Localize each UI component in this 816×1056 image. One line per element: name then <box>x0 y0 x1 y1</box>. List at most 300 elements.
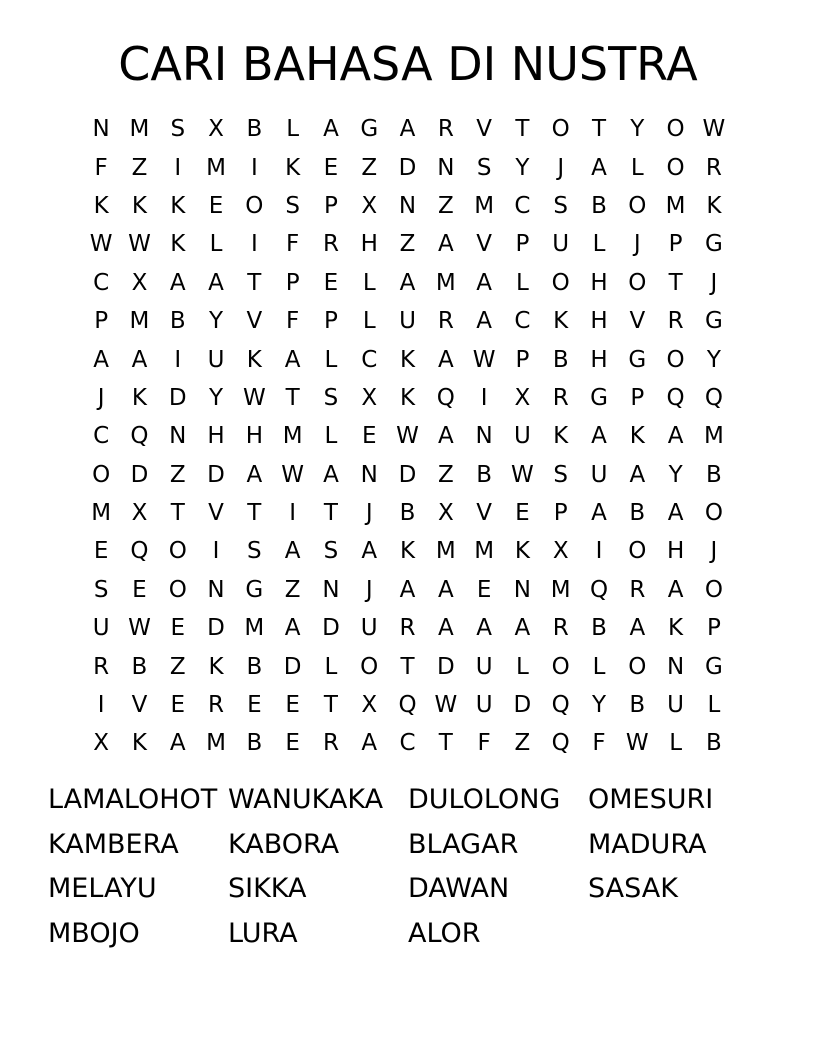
grid-letter: B <box>246 653 263 680</box>
grid-letter: K <box>246 346 262 373</box>
grid-letter: D <box>130 461 149 488</box>
grid-letter: X <box>514 384 531 411</box>
grid-letter: R <box>552 384 569 411</box>
grid-letter: B <box>629 500 646 527</box>
grid-letter: G <box>360 116 379 143</box>
grid-letter: I <box>212 538 220 565</box>
grid-letter: O <box>92 461 111 488</box>
grid-letter: D <box>207 615 225 642</box>
grid-letter: A <box>514 615 531 642</box>
grid-letter: P <box>515 346 530 373</box>
grid-letter: P <box>285 269 300 296</box>
word-list-item: BLAGAR <box>408 828 519 860</box>
grid-letter: F <box>94 154 108 181</box>
grid-letter: Z <box>169 653 186 680</box>
grid-letter: A <box>667 576 684 603</box>
grid-letter: V <box>208 500 224 527</box>
grid-letter: K <box>399 538 416 565</box>
grid-row <box>82 302 733 340</box>
grid-letter: W <box>128 231 151 258</box>
grid-letter: J <box>365 576 373 603</box>
grid-letter: J <box>710 538 718 565</box>
grid-letter: K <box>170 192 186 219</box>
grid-letter: M <box>435 538 456 565</box>
grid-letter: T <box>247 269 262 296</box>
grid-letter: A <box>476 308 492 335</box>
grid-letter: R <box>93 653 110 680</box>
grid-letter: E <box>93 538 109 565</box>
grid-letter: Q <box>130 538 149 565</box>
grid-letter: A <box>437 423 454 450</box>
grid-letter: R <box>437 116 454 143</box>
grid-letter: A <box>93 346 110 373</box>
page-title: CARI BAHASA DI NUSTRA <box>118 37 698 91</box>
grid-letter: B <box>246 730 263 757</box>
grid-letter: K <box>553 423 569 450</box>
word-list-item: SASAK <box>588 873 678 904</box>
grid-letter: M <box>206 730 226 757</box>
grid-letter: H <box>590 269 608 296</box>
grid-letter: O <box>666 116 685 143</box>
grid-letter: D <box>207 461 225 488</box>
grid-letter: T <box>515 116 530 143</box>
grid-letter: K <box>285 154 301 181</box>
grid-letter: K <box>706 192 722 219</box>
grid-letter: D <box>436 653 455 680</box>
grid-letter: U <box>475 653 493 680</box>
grid-letter: E <box>170 615 186 642</box>
grid-row <box>82 686 733 724</box>
grid-letter: A <box>667 423 684 450</box>
word-list-item: LURA <box>228 917 298 949</box>
grid-letter: X <box>93 730 110 757</box>
word-list-item: MELAYU <box>48 873 157 904</box>
grid-letter: Y <box>209 384 224 411</box>
grid-letter: K <box>514 538 530 565</box>
grid-letter: K <box>131 384 147 411</box>
grid-letter: L <box>286 116 300 143</box>
grid-letter: O <box>245 192 264 219</box>
grid-letter: Y <box>668 461 683 488</box>
grid-letter: B <box>246 116 263 143</box>
grid-letter: T <box>668 269 683 296</box>
grid-letter: I <box>174 154 182 181</box>
grid-letter: E <box>476 576 492 603</box>
grid-letter: A <box>591 154 607 181</box>
word-list <box>48 778 788 956</box>
grid-letter: X <box>437 500 454 527</box>
grid-letter: J <box>633 231 641 258</box>
grid-letter: H <box>207 423 225 450</box>
grid-letter: W <box>128 615 151 642</box>
grid-letter: A <box>476 269 492 296</box>
grid-letter: A <box>323 461 339 488</box>
grid-letter: K <box>399 384 416 411</box>
grid-letter: J <box>710 269 718 296</box>
grid-letter: X <box>208 116 224 143</box>
grid-letter: U <box>513 423 531 450</box>
grid-letter: E <box>323 154 339 181</box>
grid-letter: C <box>514 192 531 219</box>
grid-letter: L <box>209 231 223 258</box>
grid-letter: M <box>474 192 495 219</box>
grid-letter: M <box>550 576 571 603</box>
grid-letter: X <box>361 692 378 719</box>
grid-letter: O <box>551 116 570 143</box>
word-list-item: SIKKA <box>228 873 307 904</box>
grid-letter: R <box>322 730 339 757</box>
grid-letter: Z <box>361 154 378 181</box>
grid-letter: X <box>131 269 148 296</box>
grid-letter: A <box>437 615 454 642</box>
grid-letter: C <box>93 423 110 450</box>
grid-letter: D <box>283 653 302 680</box>
grid-letter: I <box>174 346 182 373</box>
grid-letter: P <box>668 231 683 258</box>
grid-letter: W <box>625 730 649 757</box>
grid-letter: M <box>703 423 724 450</box>
grid-row <box>82 532 733 570</box>
grid-letter: L <box>669 730 683 757</box>
grid-letter: K <box>553 308 569 335</box>
grid-letter: K <box>399 346 416 373</box>
grid-letter: A <box>323 116 339 143</box>
grid-letter: D <box>513 692 532 719</box>
grid-letter: D <box>398 154 417 181</box>
grid-letter: Z <box>284 576 301 603</box>
grid-letter: G <box>628 346 647 373</box>
grid-letter: L <box>362 308 376 335</box>
grid-letter: F <box>592 730 606 757</box>
grid-letter: G <box>704 308 723 335</box>
grid-letter: Q <box>398 692 417 719</box>
grid-letter: L <box>592 231 606 258</box>
grid-letter: H <box>590 346 608 373</box>
grid-letter: D <box>322 615 340 642</box>
grid-letter: T <box>400 653 415 680</box>
grid-letter: A <box>667 500 684 527</box>
grid-letter: U <box>667 692 685 719</box>
grid-letter: A <box>169 269 186 296</box>
grid-letter: C <box>93 269 110 296</box>
grid-letter: Y <box>209 308 224 335</box>
grid-letter: A <box>437 231 454 258</box>
grid-letter: V <box>131 692 148 719</box>
grid-row <box>82 187 733 225</box>
grid-row <box>82 340 733 378</box>
grid-letter: R <box>399 615 416 642</box>
word-list-item: DAWAN <box>408 873 510 904</box>
grid-letter: W <box>242 384 266 411</box>
grid-letter: S <box>170 116 186 143</box>
grid-letter: A <box>284 538 301 565</box>
grid-letter: T <box>591 116 607 143</box>
grid-letter: Q <box>666 384 685 411</box>
grid-letter: U <box>552 231 570 258</box>
grid-letter: L <box>592 653 606 680</box>
grid-letter: P <box>323 308 338 335</box>
grid-letter: M <box>129 308 150 335</box>
grid-letter: O <box>666 346 685 373</box>
grid-letter: W <box>472 346 496 373</box>
grid-letter: Q <box>551 692 570 719</box>
grid-letter: A <box>131 346 148 373</box>
grid-letter: W <box>511 461 534 488</box>
grid-letter: J <box>365 500 373 527</box>
grid-letter: A <box>399 576 416 603</box>
grid-letter: M <box>665 192 686 219</box>
grid-letter: O <box>551 653 570 680</box>
grid-letter: U <box>207 346 225 373</box>
grid-letter: D <box>168 384 187 411</box>
grid-letter: X <box>361 192 378 219</box>
grid-letter: E <box>132 576 147 603</box>
word-list-item: WANUKAKA <box>228 784 384 815</box>
grid-letter: P <box>630 384 645 411</box>
grid-letter: N <box>92 116 110 143</box>
word-list-item: LAMALOHOT <box>48 784 218 815</box>
grid-letter: N <box>322 576 340 603</box>
grid-letter: Y <box>630 116 645 143</box>
grid-row <box>82 148 733 186</box>
grid-letter: S <box>323 538 339 565</box>
grid-letter: A <box>437 346 454 373</box>
grid-letter: K <box>629 423 645 450</box>
grid-row <box>82 110 733 148</box>
grid-letter: A <box>284 615 301 642</box>
grid-letter: K <box>131 730 147 757</box>
grid-letter: K <box>93 192 109 219</box>
grid-letter: L <box>630 154 644 181</box>
grid-row <box>82 456 733 494</box>
grid-letter: I <box>289 500 297 527</box>
grid-letter: T <box>438 730 453 757</box>
grid-letter: N <box>513 576 532 603</box>
grid-letter: F <box>286 231 300 258</box>
grid-letter: M <box>129 116 150 143</box>
grid-letter: B <box>169 308 186 335</box>
grid-letter: R <box>322 231 339 258</box>
grid-letter: O <box>628 192 647 219</box>
grid-letter: U <box>92 615 110 642</box>
grid-letter: E <box>361 423 377 450</box>
grid-letter: Z <box>437 461 454 488</box>
grid-letter: L <box>516 269 529 296</box>
grid-letter: H <box>360 231 378 258</box>
grid-letter: U <box>399 308 416 335</box>
grid-letter: U <box>360 615 378 642</box>
grid-letter: R <box>705 154 722 181</box>
word-list-item: DULOLONG <box>408 784 561 815</box>
grid-letter: A <box>591 500 607 527</box>
grid-letter: H <box>245 423 263 450</box>
grid-letter: A <box>629 615 646 642</box>
grid-letter: Y <box>515 154 530 181</box>
grid-letter: Z <box>437 192 454 219</box>
grid-letter: O <box>628 653 647 680</box>
grid-letter: O <box>551 269 570 296</box>
grid-letter: R <box>667 308 684 335</box>
grid-letter: M <box>282 423 303 450</box>
grid-letter: L <box>324 423 338 450</box>
grid-letter: E <box>170 692 186 719</box>
grid-letter: B <box>552 346 569 373</box>
grid-letter: C <box>361 346 378 373</box>
grid-letter: K <box>131 192 147 219</box>
grid-letter: E <box>515 500 530 527</box>
grid-letter: O <box>628 538 647 565</box>
grid-letter: J <box>97 384 105 411</box>
grid-letter: E <box>323 269 339 296</box>
grid-row <box>82 609 733 647</box>
grid-letter: M <box>435 269 456 296</box>
grid-letter: F <box>286 308 300 335</box>
grid-letter: X <box>361 384 378 411</box>
grid-letter: I <box>250 231 258 258</box>
grid-row <box>82 225 733 263</box>
grid-letter: V <box>476 231 492 258</box>
grid-letter: T <box>170 500 185 527</box>
grid-letter: V <box>476 500 492 527</box>
grid-letter: X <box>552 538 569 565</box>
grid-letter: V <box>246 308 263 335</box>
grid-letter: Z <box>131 154 148 181</box>
grid-letter: W <box>702 116 726 143</box>
grid-letter: N <box>437 154 455 181</box>
grid-letter: N <box>475 423 493 450</box>
grid-letter: R <box>208 692 225 719</box>
grid-letter: Y <box>706 346 721 373</box>
grid-letter: E <box>285 730 300 757</box>
grid-row <box>82 647 733 685</box>
grid-letter: H <box>666 538 685 565</box>
grid-letter: A <box>629 461 646 488</box>
grid-row <box>82 417 733 455</box>
grid-letter: O <box>168 576 187 603</box>
word-list-item: OMESURI <box>588 784 714 815</box>
letter-grid <box>82 110 733 763</box>
grid-letter: G <box>704 653 723 680</box>
grid-letter: D <box>398 461 417 488</box>
grid-letter: T <box>323 692 338 719</box>
grid-letter: O <box>628 269 647 296</box>
word-list-item: KABORA <box>228 828 340 860</box>
grid-letter: B <box>131 653 148 680</box>
grid-letter: K <box>668 615 684 642</box>
grid-letter: I <box>480 384 488 411</box>
grid-letter: I <box>97 692 105 719</box>
grid-letter: W <box>281 461 304 488</box>
grid-letter: A <box>284 346 301 373</box>
grid-letter: N <box>360 461 378 488</box>
grid-letter: M <box>206 154 226 181</box>
grid-letter: L <box>324 346 338 373</box>
grid-letter: J <box>557 154 565 181</box>
grid-letter: Q <box>551 730 570 757</box>
grid-letter: B <box>399 500 416 527</box>
grid-letter: T <box>247 500 262 527</box>
grid-letter: F <box>477 730 491 757</box>
grid-letter: M <box>474 538 495 565</box>
grid-letter: S <box>285 192 300 219</box>
grid-letter: E <box>285 692 300 719</box>
grid-letter: O <box>666 154 685 181</box>
grid-letter: B <box>476 461 492 488</box>
grid-letter: K <box>208 653 224 680</box>
grid-row <box>82 264 733 302</box>
grid-letter: S <box>476 154 492 181</box>
grid-letter: R <box>437 308 454 335</box>
grid-letter: P <box>706 615 721 642</box>
grid-letter: W <box>396 423 419 450</box>
grid-letter: Q <box>704 384 723 411</box>
grid-letter: O <box>168 538 187 565</box>
grid-letter: N <box>169 423 187 450</box>
grid-letter: P <box>515 231 530 258</box>
grid-letter: U <box>590 461 608 488</box>
word-list-item: MBOJO <box>48 917 140 949</box>
grid-letter: B <box>591 615 607 642</box>
grid-letter: P <box>94 308 109 335</box>
grid-letter: O <box>704 576 723 603</box>
grid-letter: A <box>437 576 454 603</box>
grid-letter: A <box>169 730 186 757</box>
grid-letter: O <box>704 500 723 527</box>
grid-letter: T <box>285 384 300 411</box>
grid-letter: L <box>324 653 338 680</box>
grid-letter: H <box>590 308 608 335</box>
grid-letter: Z <box>169 461 186 488</box>
grid-letter: Z <box>399 231 416 258</box>
grid-letter: N <box>666 653 685 680</box>
grid-letter: Y <box>591 692 607 719</box>
grid-letter: M <box>91 500 112 527</box>
grid-letter: T <box>323 500 338 527</box>
grid-letter: G <box>245 576 264 603</box>
grid-letter: E <box>208 192 224 219</box>
word-list-item: ALOR <box>408 917 481 949</box>
grid-letter: A <box>246 461 263 488</box>
grid-letter: C <box>514 308 531 335</box>
grid-letter: A <box>399 269 416 296</box>
grid-letter: W <box>89 231 113 258</box>
grid-letter: B <box>706 730 722 757</box>
grid-letter: A <box>476 615 492 642</box>
grid-row <box>82 379 733 417</box>
grid-letter: Q <box>130 423 149 450</box>
grid-letter: W <box>434 692 458 719</box>
grid-letter: B <box>629 692 646 719</box>
grid-letter: Z <box>514 730 531 757</box>
word-list-item: KAMBERA <box>48 828 179 860</box>
grid-letter: I <box>595 538 603 565</box>
grid-letter: A <box>591 423 607 450</box>
grid-letter: E <box>247 692 262 719</box>
grid-letter: B <box>706 461 722 488</box>
grid-letter: V <box>629 308 646 335</box>
grid-letter: S <box>247 538 262 565</box>
grid-letter: I <box>250 154 258 181</box>
grid-letter: S <box>93 576 109 603</box>
grid-letter: A <box>361 730 378 757</box>
grid-letter: O <box>360 653 379 680</box>
grid-letter: N <box>398 192 417 219</box>
grid-letter: P <box>323 192 338 219</box>
grid-letter: P <box>553 500 568 527</box>
grid-row <box>82 571 733 609</box>
grid-letter: A <box>361 538 378 565</box>
grid-letter: G <box>704 231 723 258</box>
